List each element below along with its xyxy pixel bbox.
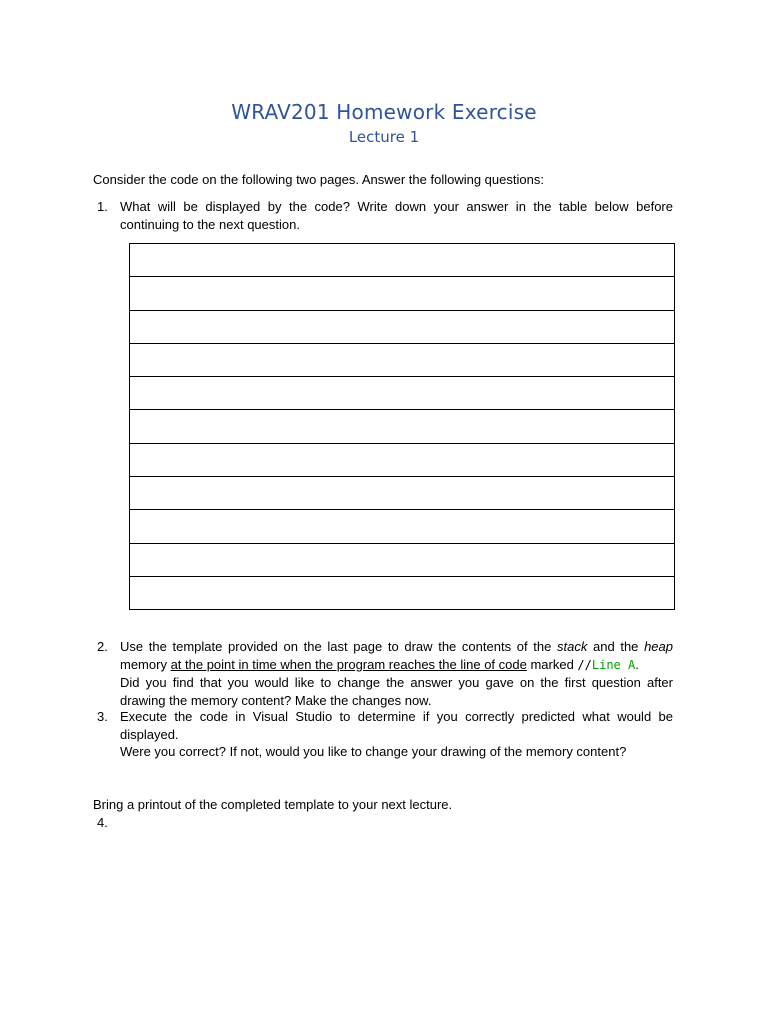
text-run: . xyxy=(635,656,639,672)
question-number: 3. xyxy=(97,709,108,724)
code-line-marker: Line A xyxy=(591,657,636,672)
answer-cell[interactable] xyxy=(130,410,675,443)
question-followup: Did you find that you would like to change the answer you gave on the first question after drawing the memory content? Make the changes now. xyxy=(120,675,673,708)
document-subtitle: Lecture 1 xyxy=(348,128,420,146)
answer-row xyxy=(130,277,675,310)
answer-cell[interactable] xyxy=(130,543,675,576)
question-text: Execute the code in Visual Studio to determine if you correctly predicted what would be displayed. xyxy=(120,709,673,742)
code-comment-slashes: // xyxy=(577,657,592,672)
answer-cell[interactable] xyxy=(130,576,675,609)
document-title: WRAV201 Homework Exercise xyxy=(231,100,537,124)
question-followup: Were you correct? If not, would you like to change your drawing of the memory content? xyxy=(120,744,627,759)
answer-cell[interactable] xyxy=(130,477,675,510)
answer-cell[interactable] xyxy=(130,310,675,343)
answer-cell[interactable] xyxy=(130,510,675,543)
answer-cell[interactable] xyxy=(130,377,675,410)
text-run: Use the template provided on the last page to draw the contents of the xyxy=(120,639,557,654)
question-text xyxy=(120,638,673,674)
text-run: and the xyxy=(587,639,645,654)
question-number: 2. xyxy=(97,639,108,654)
answer-row xyxy=(130,477,675,510)
question-number: 4. xyxy=(97,815,108,830)
answer-cell[interactable] xyxy=(130,277,675,310)
answer-row xyxy=(130,410,675,443)
question-text: What will be displayed by the code? Write down your answer in the table below before continuing to the next question. xyxy=(120,199,673,232)
intro-paragraph: Consider the code on the following two pages. Answer the following questions: xyxy=(93,172,544,187)
stack-word: stack xyxy=(556,639,588,654)
question-3 xyxy=(93,708,673,761)
text-run: memory xyxy=(120,656,171,672)
answer-row xyxy=(130,310,675,343)
answer-row xyxy=(130,576,675,609)
answer-row xyxy=(130,543,675,576)
answer-cell[interactable] xyxy=(130,443,675,476)
answer-row xyxy=(130,510,675,543)
closing-paragraph: Bring a printout of the completed template to your next lecture. xyxy=(93,797,453,812)
question-2 xyxy=(93,638,673,709)
answer-cell[interactable] xyxy=(130,244,675,277)
question-1 xyxy=(93,198,673,233)
answer-row xyxy=(130,244,675,277)
answer-cell[interactable] xyxy=(130,343,675,376)
answer-row xyxy=(130,343,675,376)
text-run: marked xyxy=(526,656,578,672)
heap-word: heap xyxy=(644,639,673,654)
underlined-phrase: at the point in time when the program reaches the line of code xyxy=(170,656,527,672)
answer-table xyxy=(129,243,675,610)
answer-row xyxy=(130,443,675,476)
question-number: 1. xyxy=(97,199,108,214)
answer-row xyxy=(130,377,675,410)
